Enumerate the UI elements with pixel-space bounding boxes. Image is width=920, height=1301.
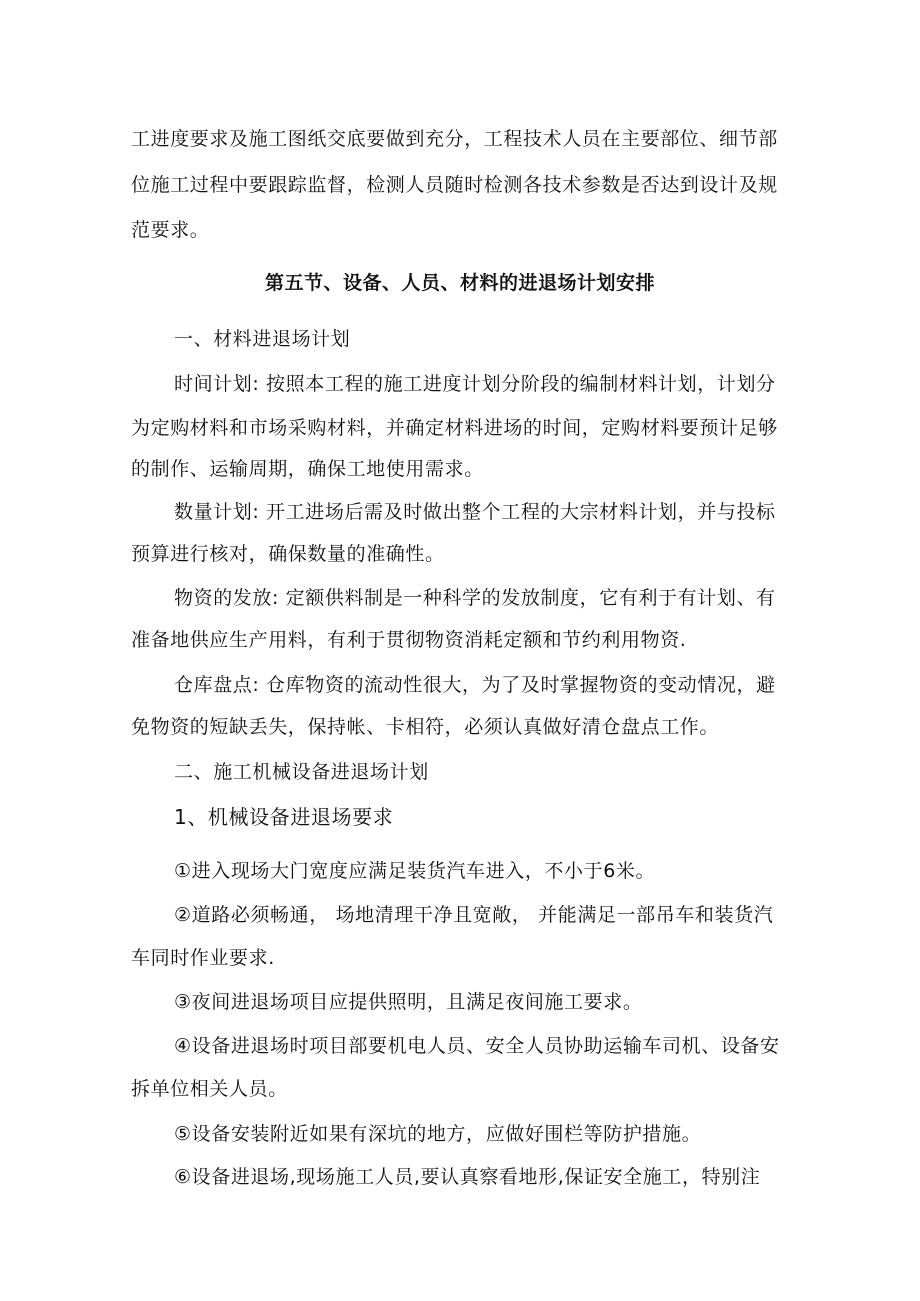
requirement-item-2-line-1: ②道路必须畅通， 场地清理干净且宽敞， 并能满足一部吊车和装货汽 xyxy=(174,904,774,926)
section-title: 第五节、设备、人员、材料的进退场计划安排 xyxy=(264,272,655,294)
requirement-item-6-line-1: ⑥设备进退场,现场施工人员,要认真察看地形,保证安全施工，特别注 xyxy=(174,1166,761,1188)
part-two-heading: 二、施工机械设备进退场计划 xyxy=(174,761,429,783)
requirement-item-2-line-2: 车同时作业要求. xyxy=(131,947,275,969)
requirement-item-3: ③夜间进退场项目应提供照明，且满足夜间施工要求。 xyxy=(174,991,643,1013)
quantity-plan-line-1: 数量计划: 开工进场后需及时做出整个工程的大宗材料计划，并与投标 xyxy=(174,501,776,523)
intro-line-3: 范要求。 xyxy=(131,219,210,241)
part-one-heading: 一、材料进退场计划 xyxy=(174,328,351,350)
requirement-item-4-line-1: ④设备进退场时项目部要机电人员、安全人员协助运输车司机、设备安 xyxy=(174,1035,780,1057)
quantity-plan-line-2: 预算进行核对，确保数量的准确性。 xyxy=(131,543,445,565)
inventory-line-1: 仓库盘点: 仓库物资的流动性很大，为了及时掌握物资的变动情况，避 xyxy=(174,674,776,696)
requirement-item-4-line-2: 拆单位相关人员。 xyxy=(131,1078,288,1100)
requirement-item-1: ①进入现场大门宽度应满足装货汽车进入，不小于6米。 xyxy=(174,860,656,882)
part-two-subheading: 1、机械设备进退场要求 xyxy=(174,805,394,829)
inventory-line-2: 免物资的短缺丢失，保持帐、卡相符，必须认真做好清仓盘点工作。 xyxy=(131,716,720,738)
time-plan-line-3: 的制作、运输周期，确保工地使用需求。 xyxy=(131,458,484,480)
time-plan-line-2: 为定购材料和市场采购材料，并确定材料进场的时间，定购材料要预计足够 xyxy=(131,417,778,439)
intro-line-2: 位施工过程中要跟踪监督，检测人员随时检测各技术参数是否达到设计及规 xyxy=(131,174,778,196)
time-plan-line-1: 时间计划: 按照本工程的施工进度计划分阶段的编制材料计划，计划分 xyxy=(174,373,776,395)
requirement-item-5: ⑤设备安装附近如果有深坑的地方，应做好围栏等防护措施。 xyxy=(174,1123,702,1145)
material-issue-line-1: 物资的发放: 定额供料制是一种科学的发放制度，它有利于有计划、有 xyxy=(174,587,776,609)
material-issue-line-2: 准备地供应生产用料，有利于贯彻物资消耗定额和节约利用物资. xyxy=(131,629,687,651)
intro-line-1: 工进度要求及施工图纸交底要做到充分，工程技术人员在主要部位、细节部 xyxy=(131,128,778,150)
